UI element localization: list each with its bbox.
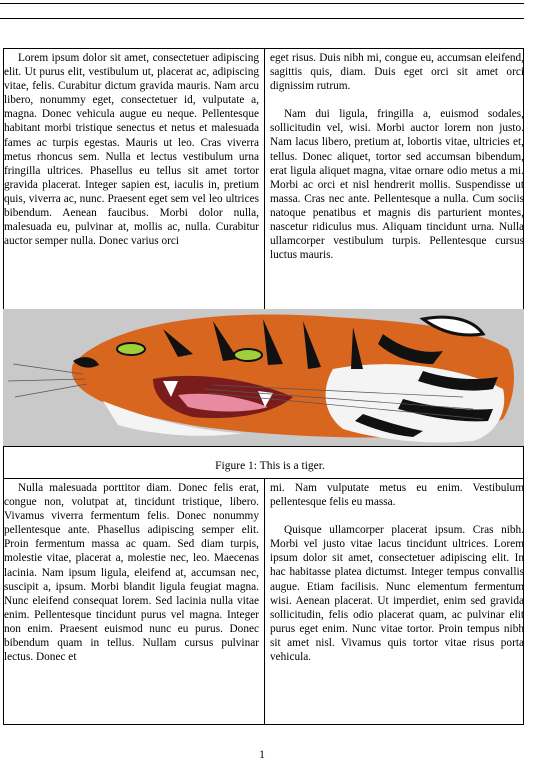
bottom-text-top-rule [3,478,524,479]
header-rule-bottom [0,18,524,19]
paragraph: Quisque ullamcorper placerat ipsum. Cras nibh. Morbi vel justo vitae lacus tincidunt ultrices. Lorem ipsum dolor sit amet, consectetuer adipiscing elit. In hac habitasse platea dictumst. Integer tempus convallis augue. Etiam facilisis. Nunc elementum fermentum wisi. Aenean placerat. Ut imperdiet, enim sed gravida sollicitudin, felis odio placerat quam, ac pulvinar elit purus eget enim. Nunc vitae tortor. Proin tempus nibh sit amet nisl. Vivamus quis tortor vitae risus porta vehicula. [270,524,524,664]
paragraph: Nam dui ligula, fringilla a, euismod sodales, sollicitudin vel, wisi. Morbi auctor lorem non justo. Nam lacus libero, pretium at, lobortis vitae, ultricies et, tellus. Donec aliquet, tortor sed accumsan bibendum, erat ligula aliquet magna, vitae ornare odio metus a mi. Morbi ac orci et nisl hendrerit mollis. Suspendisse ut massa. Cras nec ante. Pellentesque a nulla. Cum sociis natoque penatibus et magnis dis parturient montes, nascetur ridiculus mus. Aliquam tincidunt urna. Nulla ullamcorper vestibulum turpis. Pellentesque cursus luctus mauris. [270,108,524,262]
top-right-column [270,51,524,276]
bottom-right-column [270,481,524,678]
top-left-column [4,51,259,262]
paragraph: mi. Nam vulputate metus eu enim. Vestibulum pellentesque felis eu massa. [270,482,524,509]
top-column-divider [264,48,265,310]
paragraph: Lorem ipsum dolor sit amet, consectetuer adipiscing elit. Ut purus elit, vestibulum ut, placerat ac, adipiscing vitae, felis. Curabitur dictum gravida mauris. Nam arcu libero, nonummy eget, consectetuer id, vulputate a, magna. Donec vehicula augue eu neque. Pellentesque habitant morbi tristique senectus et netus et malesuada fames ac turpis egestas. Mauris ut leo. Cras viverra metus rhoncus sem. Nulla et lectus vestibulum urna fringilla ultrices. Phasellus eu tellus sit amet tortor gravida placerat. Integer sapien est, iaculis in, pretium quis, viverra ac, nunc. Praesent eget sem vel leo ultrices bibendum. Aenean faucibus. Morbi dolor nulla, malesuada eu, pulvinar at, mollis ac, nulla. Curabitur auctor semper nulla. Donec varius orci [4,52,259,248]
header-rule-top [0,3,524,4]
figure-image [3,309,524,447]
page-number: 1 [259,749,265,761]
bottom-left-column [4,481,259,678]
paragraph: Nulla malesuada porttitor diam. Donec felis erat, congue non, volutpat at, tincidunt tristique, libero. Vivamus viverra fermentum felis. Donec nonummy pellentesque ante. Phasellus adipiscing semper elit. Proin fermentum massa ac quam. Sed diam turpis, molestie vitae, placerat a, molestie nec, leo. Maecenas lacinia. Nam ipsum ligula, eleifend at, accumsan nec, suscipit a, ipsum. Morbi blandit ligula feugiat magna. Nunc eleifend consequat lorem. Sed lacinia nulla vitae enim. Pellentesque tincidunt purus vel magna. Integer non enim. Praesent euismod nunc eu purus. Donec bibendum quam in tellus. Nullam cursus pulvinar lectus. Donec et [4,482,259,664]
bottom-column-divider [264,478,265,725]
paragraph: eget risus. Duis nibh mi, congue eu, accumsan eleifend, sagittis quis, diam. Duis eget orci sit amet orci dignissim rutrum. [270,52,524,93]
tiger-illustration-icon [3,309,524,447]
figure-caption: Figure 1: This is a tiger. [215,460,325,472]
